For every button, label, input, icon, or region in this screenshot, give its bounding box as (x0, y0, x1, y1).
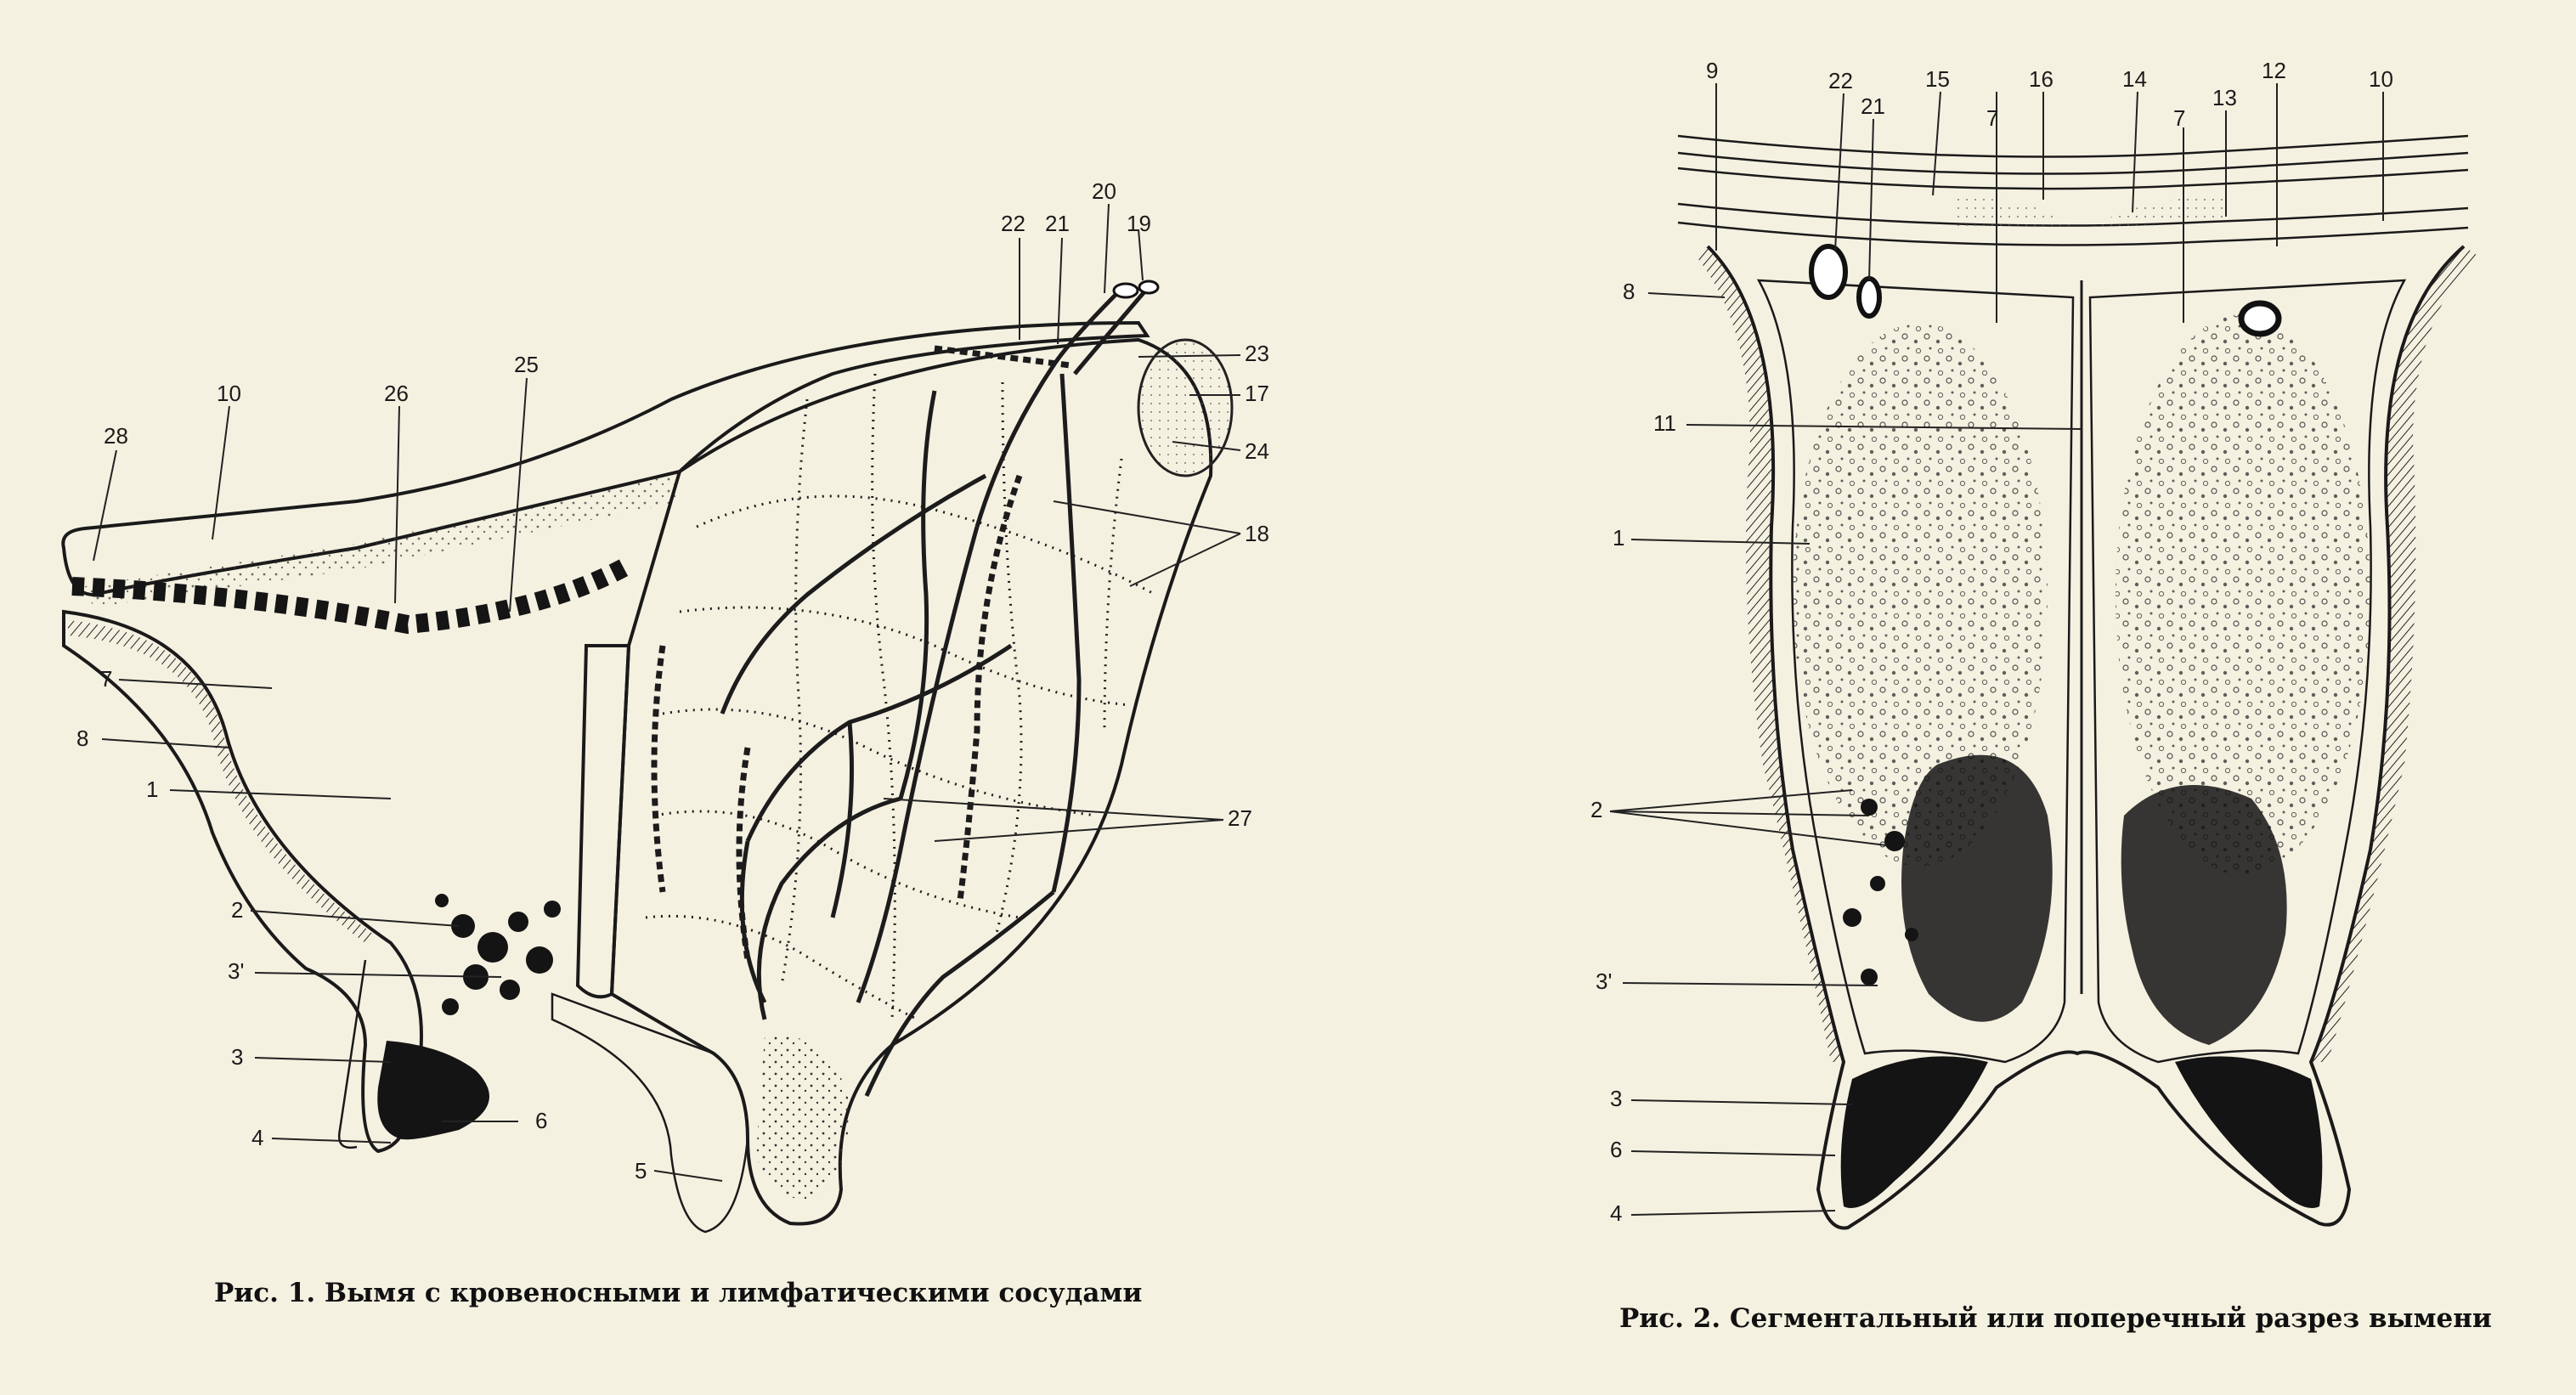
label-8: 8 (1623, 279, 1635, 304)
label-21: 21 (1861, 93, 1885, 119)
label-2: 2 (231, 897, 244, 923)
milk-ducts-spots (435, 894, 561, 1015)
label-19: 19 (1127, 211, 1151, 236)
label-27: 27 (1228, 805, 1252, 831)
label-10: 10 (2369, 66, 2393, 92)
label-6: 6 (1610, 1137, 1623, 1162)
udder-upper-body (63, 323, 1147, 595)
label-6: 6 (535, 1108, 548, 1133)
label-8: 8 (76, 726, 89, 751)
subcutaneous-vein (72, 565, 629, 624)
main-vessels-top (935, 281, 1158, 527)
label-4: 4 (251, 1125, 264, 1150)
label-13: 13 (2212, 85, 2237, 110)
teat-canal-left (339, 960, 365, 1148)
label-25: 25 (514, 352, 539, 377)
left-quarter-outline (64, 612, 421, 1151)
right-cistern (2121, 785, 2287, 1045)
label-9: 9 (1706, 58, 1719, 83)
abdominal-wall-layers (1678, 136, 2468, 245)
figure-1-labels (76, 178, 1269, 1183)
label-16: 16 (2029, 66, 2053, 92)
label-18: 18 (1245, 521, 1269, 546)
label-3: 3 (1610, 1086, 1623, 1111)
label-23: 23 (1245, 341, 1269, 366)
label-3: 3 (231, 1044, 244, 1070)
label-3-prime: 3' (1596, 969, 1613, 994)
label-1: 1 (146, 777, 159, 802)
label-28: 28 (104, 423, 128, 449)
right-glandular-tissue (2116, 314, 2370, 875)
figure-2 (1590, 58, 2492, 1334)
label-3-prime: 3' (228, 958, 245, 984)
label-24: 24 (1245, 438, 1269, 464)
right-teat-mesh (756, 1036, 850, 1199)
figure-1 (63, 178, 1269, 1308)
teat-front (552, 994, 748, 1232)
label-20: 20 (1092, 178, 1116, 204)
left-cistern (1901, 755, 2053, 1022)
label-22: 22 (1001, 211, 1025, 236)
right-teat-dark (2175, 1056, 2322, 1208)
label-7: 7 (100, 666, 113, 692)
vessel-network (646, 374, 1155, 1096)
label-10: 10 (217, 381, 241, 406)
label-11: 11 (1653, 410, 1676, 436)
label-14: 14 (2122, 66, 2147, 92)
label-2: 2 (1590, 797, 1603, 822)
lymph-node (1138, 340, 1232, 476)
label-7b: 7 (2173, 105, 2186, 131)
right-quarter-outline (612, 340, 1211, 1224)
label-17: 17 (1245, 381, 1269, 406)
figure-2-caption: Рис. 2. Сегментальный или поперечный разрез вымени (1619, 1303, 2492, 1334)
figure-1-caption: Рис. 1. Вымя с кровеносными и лимфатическими сосудами (214, 1278, 1143, 1308)
label-22: 22 (1828, 68, 1853, 93)
label-12: 12 (2262, 58, 2286, 83)
label-5: 5 (635, 1158, 647, 1183)
label-4: 4 (1610, 1200, 1623, 1226)
label-7a: 7 (1986, 105, 1999, 131)
left-teat-dark (1841, 1056, 1988, 1208)
label-26: 26 (384, 381, 409, 406)
fat-stipple-band (1954, 195, 2226, 229)
teat-section-dark (377, 1041, 489, 1139)
label-1: 1 (1613, 525, 1625, 551)
label-15: 15 (1925, 66, 1950, 92)
label-21: 21 (1045, 211, 1070, 236)
figure-1-leaders (93, 204, 1240, 1181)
